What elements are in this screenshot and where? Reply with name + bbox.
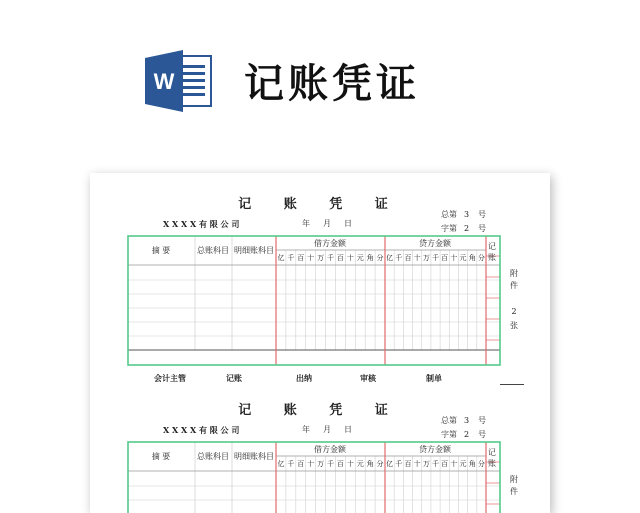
digit-label: 十 [450,460,458,468]
digit-label: 亿 [386,460,394,468]
digit-label: 角 [468,460,476,468]
digit-label: 千 [287,254,295,262]
digit-label: 百 [441,254,449,262]
digit-label: 十 [307,254,315,262]
column-summary: 摘 要 [151,452,171,461]
digit-label: 亿 [277,254,285,262]
total-no: 3 [464,210,470,219]
date-day: 日 [344,425,352,434]
company-name: X X X X 有 限 公 司 [163,219,240,229]
date-month: 月 [323,425,331,434]
digit-label: 亿 [277,460,285,468]
column-debit: 借方金额 [314,445,346,454]
digit-label: 元 [356,460,364,468]
column-credit: 贷方金额 [419,445,451,454]
column-debit: 借方金额 [314,239,346,248]
digit-label: 千 [432,460,439,468]
word-no-label: 字第 [441,224,457,233]
digit-label: 十 [307,460,315,468]
column-detail-ledger: 明细账科目 [234,452,274,461]
column-bookkeeping: 记账 [488,448,496,468]
digit-label: 分 [376,460,384,468]
digit-label: 角 [366,254,374,262]
signature-label: 审核 [360,373,376,383]
word-no-label: 字第 [441,430,457,439]
date-year: 年 [302,425,310,434]
digit-label: 百 [404,460,412,468]
digit-label: 十 [413,460,421,468]
attachment-label: 件 [510,281,518,290]
total-no-label: 总第 [441,210,457,219]
attachment-label: 2 [511,307,517,316]
word-no: 2 [464,430,470,439]
signature-label: 出纳 [296,373,312,383]
digit-label: 元 [459,460,467,468]
digit-label: 百 [404,254,412,262]
voucher-sheet [90,173,550,513]
digit-label: 亿 [386,254,394,262]
digit-label: 百 [336,254,344,262]
digit-label: 千 [287,460,295,468]
logo-letter: W [153,69,175,94]
signature-label: 会计主管 [154,373,186,383]
digit-label: 百 [297,254,305,262]
total-no-unit: 号 [478,416,486,425]
digit-label: 分 [477,254,485,262]
digit-label: 元 [459,254,467,262]
voucher-title: 记 账 凭 证 [238,403,402,418]
digit-label: 十 [346,254,354,262]
digit-label: 百 [297,460,305,468]
digit-label: 千 [327,460,334,468]
attachment-label: 附 [510,269,518,278]
digit-label: 角 [468,254,476,262]
total-no: 3 [464,416,470,425]
column-general-ledger: 总账科目 [197,452,229,461]
column-credit: 贷方金额 [419,239,451,248]
voucher-table [90,173,550,378]
digit-label: 十 [346,460,354,468]
digit-label: 角 [366,460,374,468]
digit-label: 千 [432,254,439,262]
column-summary: 摘 要 [151,246,171,255]
column-detail-ledger: 明细账科目 [234,246,274,255]
digit-label: 百 [441,460,449,468]
column-general-ledger: 总账科目 [197,246,229,255]
digit-label: 万 [422,460,430,468]
voucher-title: 记 账 凭 证 [238,197,402,212]
digit-label: 分 [376,254,384,262]
word-no-unit: 号 [478,430,486,439]
date-day: 日 [344,219,352,228]
column-bookkeeping: 记账 [488,242,496,262]
signature-label: 制单 [426,373,442,383]
signature-label: 记账 [226,373,242,383]
digit-label: 元 [356,254,364,262]
digit-label: 百 [336,460,344,468]
page-title: 记账凭证 [244,61,420,107]
date-month: 月 [323,219,331,228]
date-year: 年 [302,219,310,228]
attachment-label: 附 [510,475,518,484]
digit-label: 分 [477,460,485,468]
banner [0,0,640,150]
word-no: 2 [464,224,470,233]
digit-label: 万 [317,460,325,468]
digit-label: 万 [422,254,430,262]
attachment-label: 张 [510,321,518,330]
total-no-unit: 号 [478,210,486,219]
company-name: X X X X 有 限 公 司 [163,425,240,435]
word-document-icon [145,50,215,112]
digit-label: 千 [327,254,334,262]
word-no-unit: 号 [478,224,486,233]
attachment-label: 件 [510,487,518,496]
digit-label: 十 [450,254,458,262]
total-no-label: 总第 [441,416,457,425]
digit-label: 千 [395,460,403,468]
voucher-form [90,379,550,513]
digit-label: 千 [395,254,403,262]
digit-label: 十 [413,254,421,262]
digit-label: 万 [317,254,325,262]
voucher-form [90,173,550,383]
